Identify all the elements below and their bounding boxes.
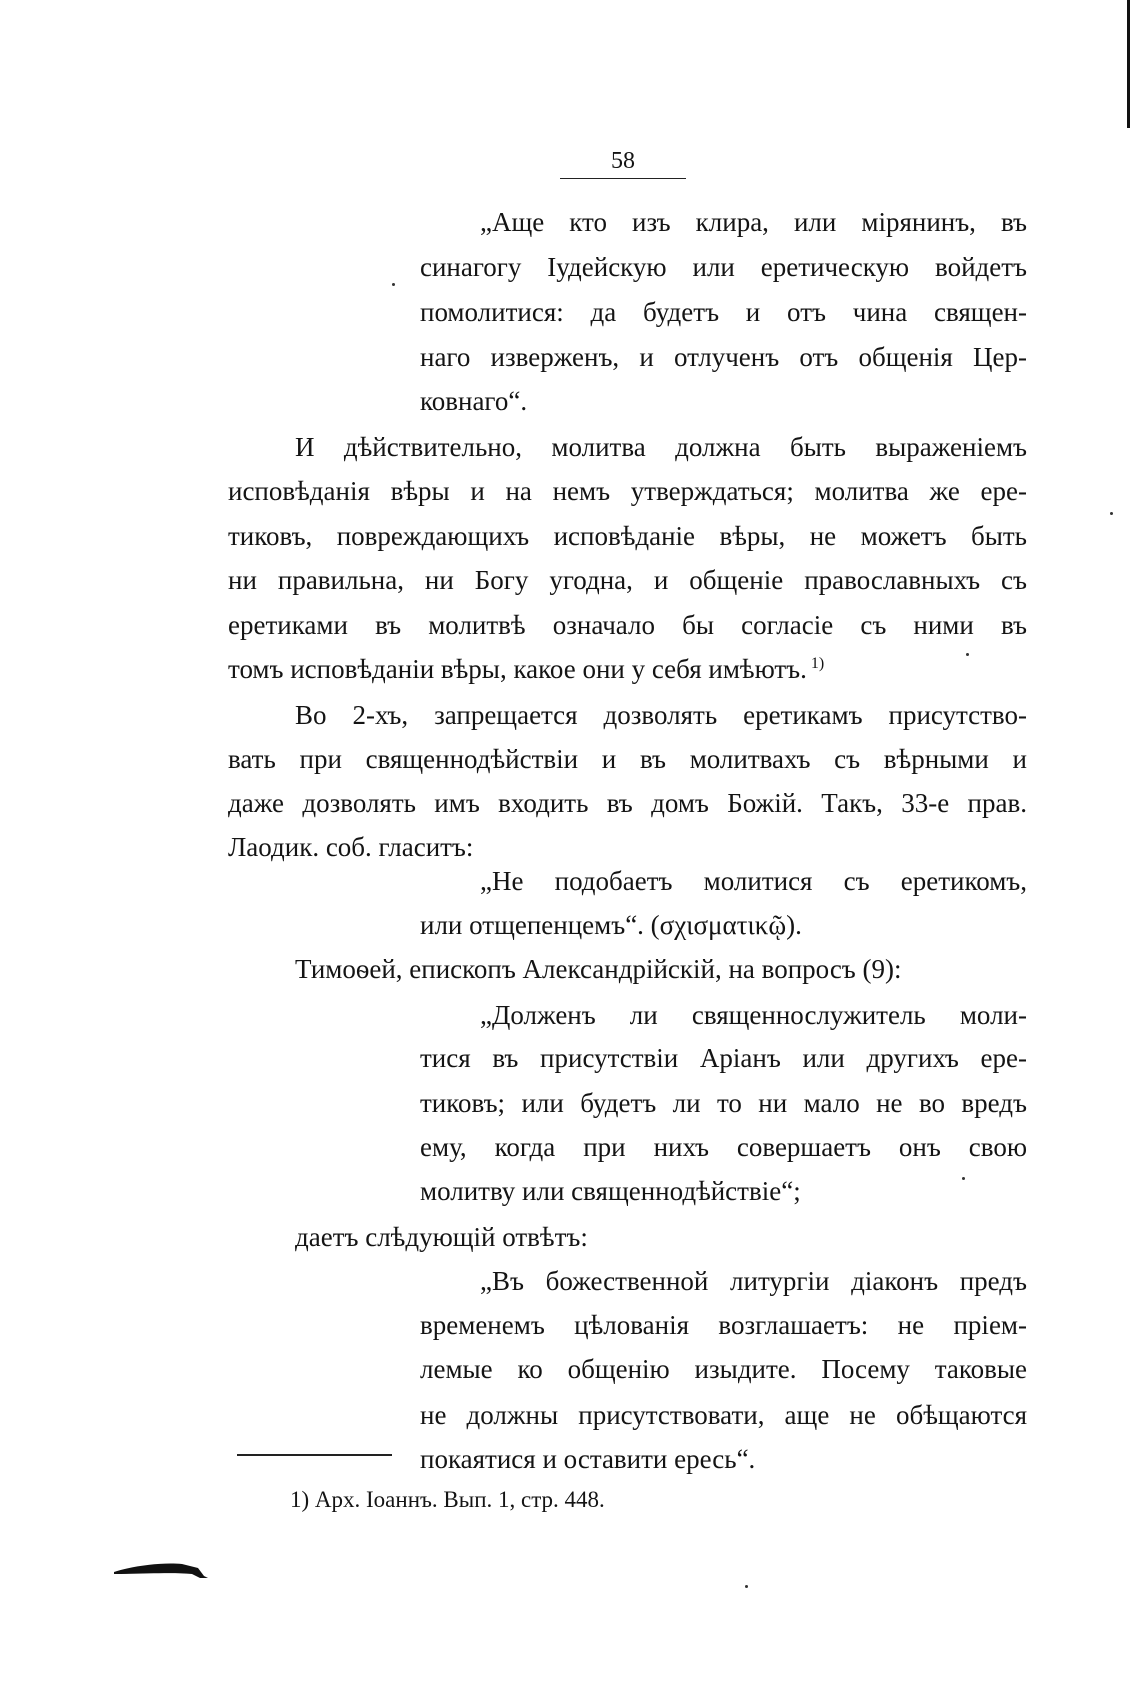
- body-line: даетъ слѣдующій отвѣтъ:: [295, 1222, 588, 1252]
- body-line: даже дозволять имъ входить въ домъ Божій. Такъ, 33-е прав.: [228, 788, 1027, 818]
- quote-line: „Долженъ ли священнослужитель моли-: [480, 1000, 1027, 1030]
- footnote: 1) Арх. Іоаннъ. Вып. 1, стр. 448.: [290, 1487, 605, 1512]
- page-edge-line: [1127, 0, 1130, 128]
- header-rule: [560, 178, 686, 179]
- page-header: [560, 146, 686, 179]
- quote-line: молитву или священнодѣйствіе“;: [420, 1176, 801, 1206]
- quote-line: не должны присутствовати, аще не обѣщаются: [420, 1400, 1027, 1430]
- quote-line: лемые ко общенію изыдите. Посему таковые: [420, 1354, 1027, 1384]
- body-line: томъ исповѣданіи вѣры, какое они у себя имѣютъ. $^{1)}$: [228, 654, 825, 684]
- quote-line: тиковъ; или будетъ ли то ни мало не во вредъ: [420, 1088, 1027, 1118]
- page-number: 58: [611, 148, 635, 174]
- body-line: И дѣйствительно, молитва должна быть выраженіемъ: [295, 432, 1027, 462]
- quote-line: „Въ божественной литургіи діаконъ предъ: [480, 1266, 1027, 1296]
- body-line: вать при священнодѣйствіи и въ молитвахъ съ вѣрными и: [228, 744, 1027, 774]
- body-line: исповѣданія вѣры и на немъ утверждаться; молитва же ере-: [228, 476, 1027, 506]
- body-line: Тимоѳей, епископъ Александрійскій, на вопросъ (9):: [295, 954, 902, 984]
- footnote-rule: [237, 1454, 392, 1456]
- quote-line: наго изверженъ, и отлученъ отъ общенія Цер-: [420, 342, 1027, 372]
- quote-line: временемъ цѣлованія возглашаетъ: не пріем-: [420, 1310, 1027, 1340]
- footnote-marker: 1): [806, 655, 825, 672]
- quote-line: тися въ присутствіи Аріанъ или другихъ ере-: [420, 1043, 1027, 1073]
- body-line: ни правильна, ни Богу угодна, и общеніе православныхъ съ: [228, 565, 1027, 595]
- quote-line: покаятися и оставити ересь“.: [420, 1444, 756, 1474]
- body-line: тиковъ, повреждающихъ исповѣданіе вѣры, не можетъ быть: [228, 521, 1027, 551]
- print-speck: [962, 1177, 965, 1180]
- quote-line: ковнаго“.: [420, 386, 528, 416]
- quote-line: „Аще кто изъ клира, или мірянинъ, въ: [480, 207, 1027, 237]
- print-speck: [1110, 512, 1113, 515]
- print-speck: [966, 653, 969, 656]
- print-speck: [392, 283, 395, 286]
- ink-blot: [112, 1558, 212, 1580]
- quote-line: синагогу Іудейскую или еретическую войдетъ: [420, 252, 1027, 282]
- body-line: Во 2-хъ, запрещается дозволять еретикамъ присутство-: [295, 700, 1027, 730]
- print-speck: [745, 1585, 748, 1588]
- quote-line: „Не подобаетъ молитися съ еретикомъ,: [480, 866, 1027, 896]
- body-line: еретиками въ молитвѣ означало бы согласіе съ ними въ: [228, 610, 1027, 640]
- quote-line: или отщепенцемъ“. (σχισματικῷ).: [420, 910, 802, 940]
- quote-line: ему, когда при нихъ совершаетъ онъ свою: [420, 1132, 1027, 1162]
- quote-line: помолитися: да будетъ и отъ чина священ-: [420, 297, 1027, 327]
- body-line: Лаодик. соб. гласитъ:: [228, 832, 474, 862]
